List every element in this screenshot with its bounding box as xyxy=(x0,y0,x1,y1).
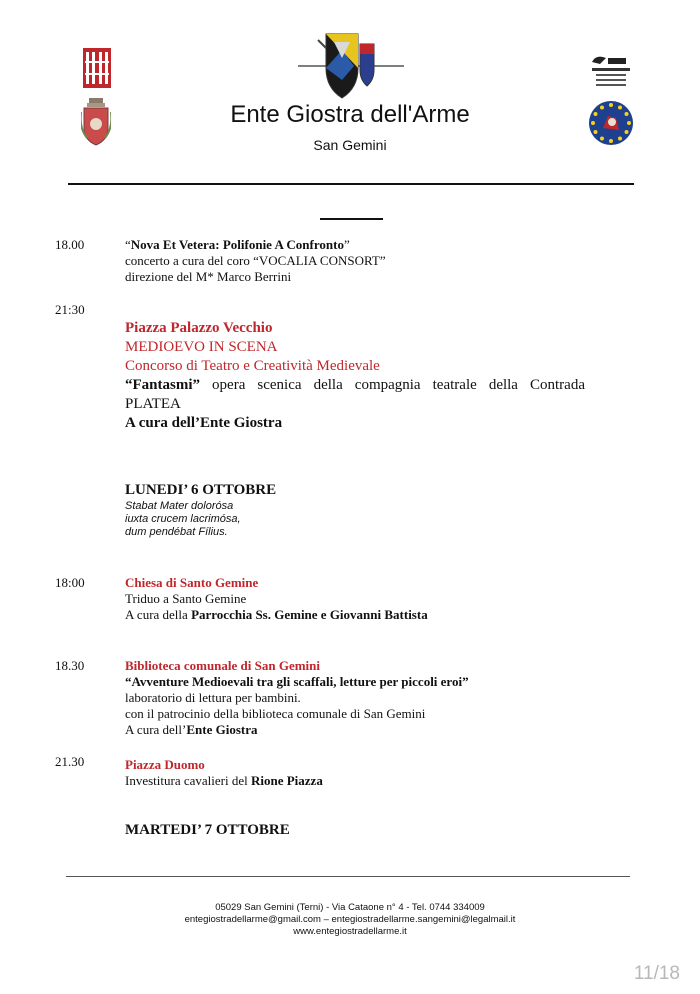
event-detail: concerto a cura del coro “VOCALIA CONSORT” xyxy=(125,253,386,268)
verse-line: dum pendébat Fílius. xyxy=(125,526,228,538)
event-detail: Triduo a Santo Gemine xyxy=(125,591,247,606)
event-organizer: Parrocchia Ss. Gemine e Giovanni Battista xyxy=(191,607,428,622)
verse-line: Stabat Mater dolorósa xyxy=(125,500,234,512)
event-place: Piazza Palazzo Vecchio xyxy=(125,320,273,336)
event-detail: Investitura cavalieri del xyxy=(125,773,251,788)
event-time: 18:00 xyxy=(55,575,85,590)
footer-email: entegiostradellarme@gmail.com – entegiostradellarme.sangemini@legalmail.it xyxy=(184,914,516,925)
event-time: 21:30 xyxy=(55,302,85,317)
event-time: 18.00 xyxy=(55,237,85,252)
event-detail: A cura dell’ xyxy=(125,722,187,737)
ente-giostra-shield-logo xyxy=(296,30,406,102)
event-duomo xyxy=(125,757,585,789)
day-heading: MARTEDI’ 7 OTTOBRE xyxy=(125,822,290,838)
federation-logo xyxy=(588,52,634,90)
event-title: Nova Et Vetera: Polifonie A Confronto xyxy=(130,237,344,252)
day-heading: LUNEDI’ 6 OTTOBRE xyxy=(125,482,277,498)
verse xyxy=(125,500,585,539)
header-divider xyxy=(68,183,634,185)
event-description: PLATEA xyxy=(125,396,181,412)
event-place: Biblioteca comunale di San Gemini xyxy=(125,658,321,673)
header-title: Ente Giostra dell'Arme xyxy=(230,101,470,128)
region-flag-logo xyxy=(83,48,111,88)
event-time: 21.30 xyxy=(55,754,85,769)
footer-address: 05029 San Gemini (Terni) - Via Cataone n° 4 - Tel. 0744 334009 xyxy=(215,902,485,913)
event-time: 18.30 xyxy=(55,658,85,673)
event-organizer: Rione Piazza xyxy=(250,773,323,788)
event-subtitle: MEDIOEVO IN SCENA xyxy=(125,339,278,355)
event-description: opera scenica della compagnia teatrale della Contrada xyxy=(212,377,585,393)
event-place: Piazza Duomo xyxy=(125,757,205,772)
event-work-title: “Fantasmi” xyxy=(125,377,200,393)
event-church xyxy=(125,575,585,623)
event-theatre xyxy=(125,319,585,433)
event-title: “Avventure Medioevali tra gli scaffali, letture per piccoli eroi” xyxy=(125,674,469,689)
verse-line: iuxta crucem lacrimósa, xyxy=(125,513,241,525)
event-subtitle: Concorso di Teatro e Creatività Medievale xyxy=(125,358,380,374)
event-detail: laboratorio di lettura per bambini. xyxy=(125,690,301,705)
footer-divider xyxy=(66,876,630,877)
event-library xyxy=(125,658,585,738)
event-concert: “Nova Et Vetera: Polifonie A Confronto” concerto a cura del coro “VOCALIA CONSORT” direzione del M* Marco Berrini xyxy=(125,237,585,285)
event-place: Chiesa di Santo Gemine xyxy=(125,575,259,590)
header-subtitle: San Gemini xyxy=(313,137,387,153)
event-organizer: Ente Giostra xyxy=(186,722,258,737)
event-curated: A cura dell’Ente Giostra xyxy=(125,415,283,431)
event-detail: A cura della xyxy=(125,607,192,622)
event-detail: con il patrocinio della biblioteca comunale di San Gemini xyxy=(125,706,426,721)
footer-website: www.entegiostradellarme.it xyxy=(293,926,407,937)
header-short-divider xyxy=(320,218,383,220)
event-detail: direzione del M* Marco Berrini xyxy=(125,269,292,284)
page-indicator: 11/18 xyxy=(633,963,680,984)
